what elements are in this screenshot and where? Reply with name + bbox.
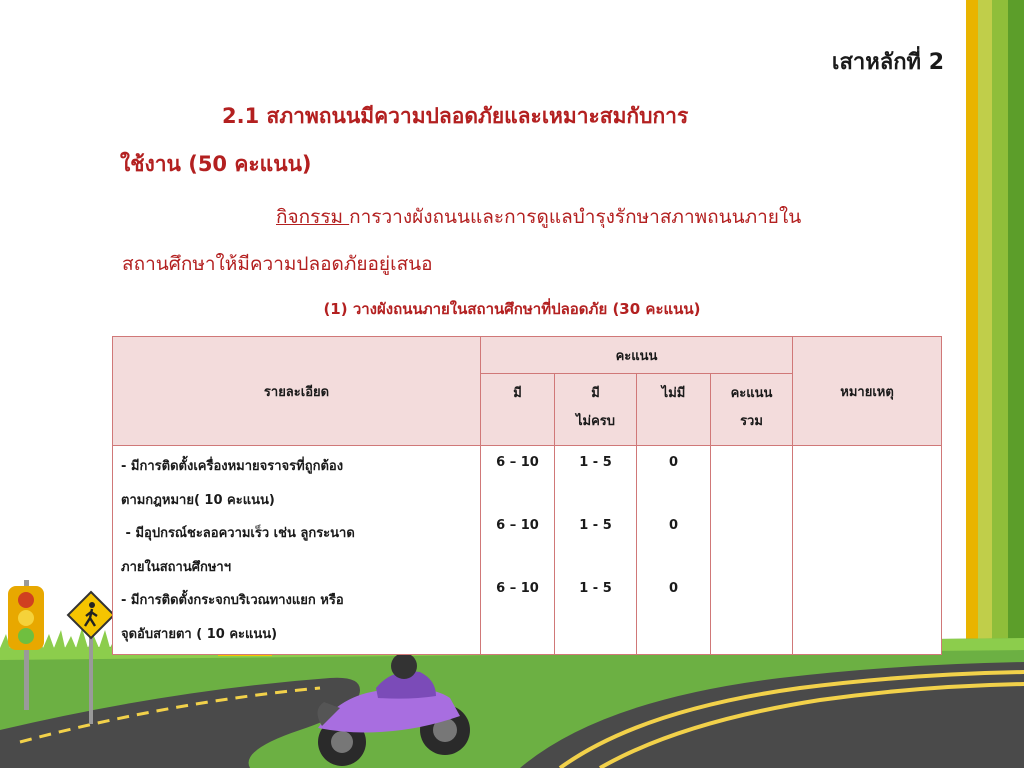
detail-line: - มีการติดตั้งกระจกบริเวณทางแยก หรือ xyxy=(121,593,344,608)
total-header-line1: คะแนน xyxy=(730,386,773,401)
none-score-value: 0 xyxy=(668,455,679,470)
incomplete-header xyxy=(555,374,637,446)
none-score-value: 0 xyxy=(668,518,679,533)
has-score-value: 6 – 10 xyxy=(496,581,539,596)
incomplete-score-value: 1 - 5 xyxy=(579,455,612,470)
detail-line: ภายในสถานศึกษาฯ xyxy=(121,559,232,575)
note-header: หมายเหตุ xyxy=(793,337,942,446)
activity-description-continued: สถานศึกษาให้มีความปลอดภัยอยู่เสนอ xyxy=(122,253,433,275)
incomplete-header-line1: มี xyxy=(591,386,600,401)
detail-header: รายละเอียด xyxy=(113,337,481,446)
incomplete-score-value: 1 - 5 xyxy=(579,581,612,596)
has-header: มี xyxy=(481,374,555,446)
none-header: ไม่มี xyxy=(637,374,711,446)
activity-label: กิจกรรม xyxy=(276,206,350,228)
none-score-cell xyxy=(637,446,711,655)
scoring-table xyxy=(112,336,942,655)
has-score-cell xyxy=(481,446,555,655)
detail-line: ตามกฎหมาย( 10 คะแนน) xyxy=(121,492,275,508)
incomplete-score-value: 1 - 5 xyxy=(579,518,612,533)
table-row xyxy=(113,446,942,655)
criteria-subheading: (1) วางผังถนนภายในสถานศึกษาที่ปลอดภัย (30 คะแนน) xyxy=(323,300,701,318)
has-score-value: 6 – 10 xyxy=(496,455,539,470)
incomplete-header-line2: ไม่ครบ xyxy=(575,414,616,429)
activity-description xyxy=(276,202,801,232)
score-group-header: คะแนน xyxy=(481,337,793,374)
pillar-title: เสาหลักที่ 2 xyxy=(831,50,944,75)
total-header xyxy=(711,374,793,446)
detail-line: - มีอุปกรณ์ชะลอความเร็ว เช่น ลูกระนาด xyxy=(121,526,355,541)
total-score-cell xyxy=(711,446,793,655)
detail-cell xyxy=(113,446,481,655)
activity-text: การวางผังถนนและการดูแลบำรุงรักษาสภาพถนนภายใน xyxy=(349,206,802,228)
detail-line: - มีการติดตั้งเครื่องหมายจราจรที่ถูกต้อง xyxy=(121,459,344,474)
has-score-value: 6 – 10 xyxy=(496,518,539,533)
none-score-value: 0 xyxy=(668,581,679,596)
incomplete-score-cell xyxy=(555,446,637,655)
total-header-line2: รวม xyxy=(740,414,763,429)
section-heading-continued: ใช้งาน (50 คะแนน) xyxy=(120,152,312,176)
note-cell xyxy=(793,446,942,655)
detail-line: จุดอับสายตา ( 10 คะแนน) xyxy=(121,626,278,642)
section-heading: 2.1 สภาพถนนมีความปลอดภัยและเหมาะสมกับการ xyxy=(222,104,689,128)
